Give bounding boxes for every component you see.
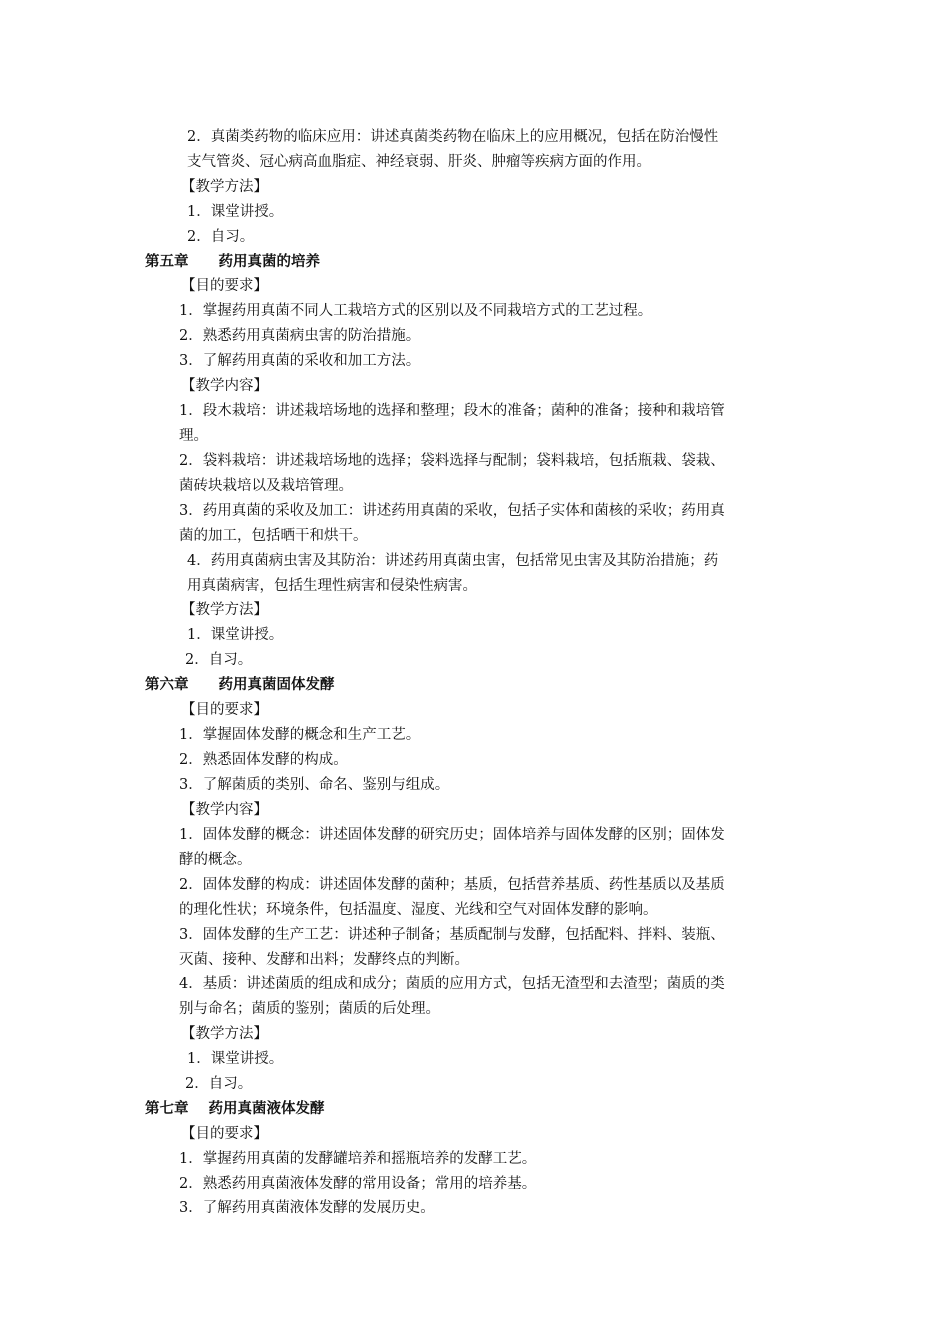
chapter-title: 药用真菌的培养 — [218, 254, 320, 270]
text-line: 支气管炎、冠心病高血脂症、神经衰弱、肝炎、肿瘤等疾病方面的作用。 — [187, 154, 651, 170]
section-label: 【教学内容】 — [181, 378, 268, 394]
list-item: 2．熟悉固体发酵的构成。 — [179, 752, 348, 768]
chapter-number: 第五章 — [145, 254, 189, 270]
text-line: 4．基质：讲述菌质的组成和成分；菌质的应用方式，包括无渣型和去渣型；菌质的类 — [179, 976, 725, 992]
text-line: 2．袋料栽培：讲述栽培场地的选择；袋料选择与配制；袋料栽培，包括瓶栽、袋栽、 — [179, 453, 725, 469]
chapter-title: 药用真菌液体发酵 — [208, 1101, 325, 1117]
section-label: 【教学方法】 — [181, 179, 268, 195]
list-item: 1．掌握药用真菌不同人工栽培方式的区别以及不同栽培方式的工艺过程。 — [179, 303, 653, 319]
text-line: 2．真菌类药物的临床应用：讲述真菌类药物在临床上的应用概况，包括在防治慢性 — [187, 129, 719, 145]
text-line: 3．药用真菌的采收及加工：讲述药用真菌的采收，包括子实体和菌核的采收；药用真 — [179, 503, 725, 519]
text-line: 3．固体发酵的生产工艺：讲述种子制备；基质配制与发酵，包括配料、拌料、装瓶、 — [179, 927, 725, 943]
list-item: 2．自习。 — [187, 229, 255, 245]
text-line: 灭菌、接种、发酵和出料；发酵终点的判断。 — [179, 952, 469, 968]
chapter-title: 药用真菌固体发酵 — [218, 677, 335, 693]
text-line: 用真菌病害，包括生理性病害和侵染性病害。 — [187, 578, 477, 594]
chapter-number: 第六章 — [145, 677, 189, 693]
text-line: 4．药用真菌病虫害及其防治：讲述药用真菌虫害，包括常见虫害及其防治措施；药 — [187, 553, 719, 569]
list-item: 1．课堂讲授。 — [187, 627, 284, 643]
text-line: 1．段木栽培：讲述栽培场地的选择和整理；段木的准备；菌种的准备；接种和栽培管 — [179, 403, 725, 419]
list-item: 1．课堂讲授。 — [187, 1051, 284, 1067]
list-item: 3．了解药用真菌的采收和加工方法。 — [179, 353, 421, 369]
section-label: 【目的要求】 — [181, 278, 268, 294]
text-line: 2．固体发酵的构成：讲述固体发酵的菌种；基质，包括营养基质、药性基质以及基质 — [179, 877, 725, 893]
section-label: 【教学方法】 — [181, 1026, 268, 1042]
section-label: 【目的要求】 — [181, 1126, 268, 1142]
text-line: 别与命名；菌质的鉴别；菌质的后处理。 — [179, 1001, 440, 1017]
list-item: 1．掌握固体发酵的概念和生产工艺。 — [179, 727, 421, 743]
chapter-heading — [145, 675, 335, 695]
list-item: 2．熟悉药用真菌病虫害的防治措施。 — [179, 328, 421, 344]
list-item: 2．自习。 — [185, 652, 253, 668]
list-item: 2．自习。 — [185, 1076, 253, 1092]
chapter-heading — [145, 1099, 325, 1119]
section-label: 【目的要求】 — [181, 702, 268, 718]
section-label: 【教学方法】 — [181, 602, 268, 618]
chapter-number: 第七章 — [145, 1101, 189, 1117]
list-item: 3．了解药用真菌液体发酵的发展历史。 — [179, 1200, 435, 1216]
text-line: 菌砖块栽培以及栽培管理。 — [179, 478, 353, 494]
list-item: 2．熟悉药用真菌液体发酵的常用设备；常用的培养基。 — [179, 1176, 537, 1192]
text-line: 的理化性状；环境条件，包括温度、湿度、光线和空气对固体发酵的影响。 — [179, 902, 658, 918]
text-line: 理。 — [179, 428, 208, 444]
chapter-heading — [145, 252, 320, 272]
text-line: 酵的概念。 — [179, 852, 252, 868]
section-label: 【教学内容】 — [181, 802, 268, 818]
list-item: 1．掌握药用真菌的发酵罐培养和摇瓶培养的发酵工艺。 — [179, 1151, 537, 1167]
list-item: 3．了解菌质的类别、命名、鉴别与组成。 — [179, 777, 450, 793]
text-line: 1．固体发酵的概念：讲述固体发酵的研究历史；固体培养与固体发酵的区别；固体发 — [179, 827, 725, 843]
list-item: 1．课堂讲授。 — [187, 204, 284, 220]
text-line: 菌的加工，包括晒干和烘干。 — [179, 528, 368, 544]
